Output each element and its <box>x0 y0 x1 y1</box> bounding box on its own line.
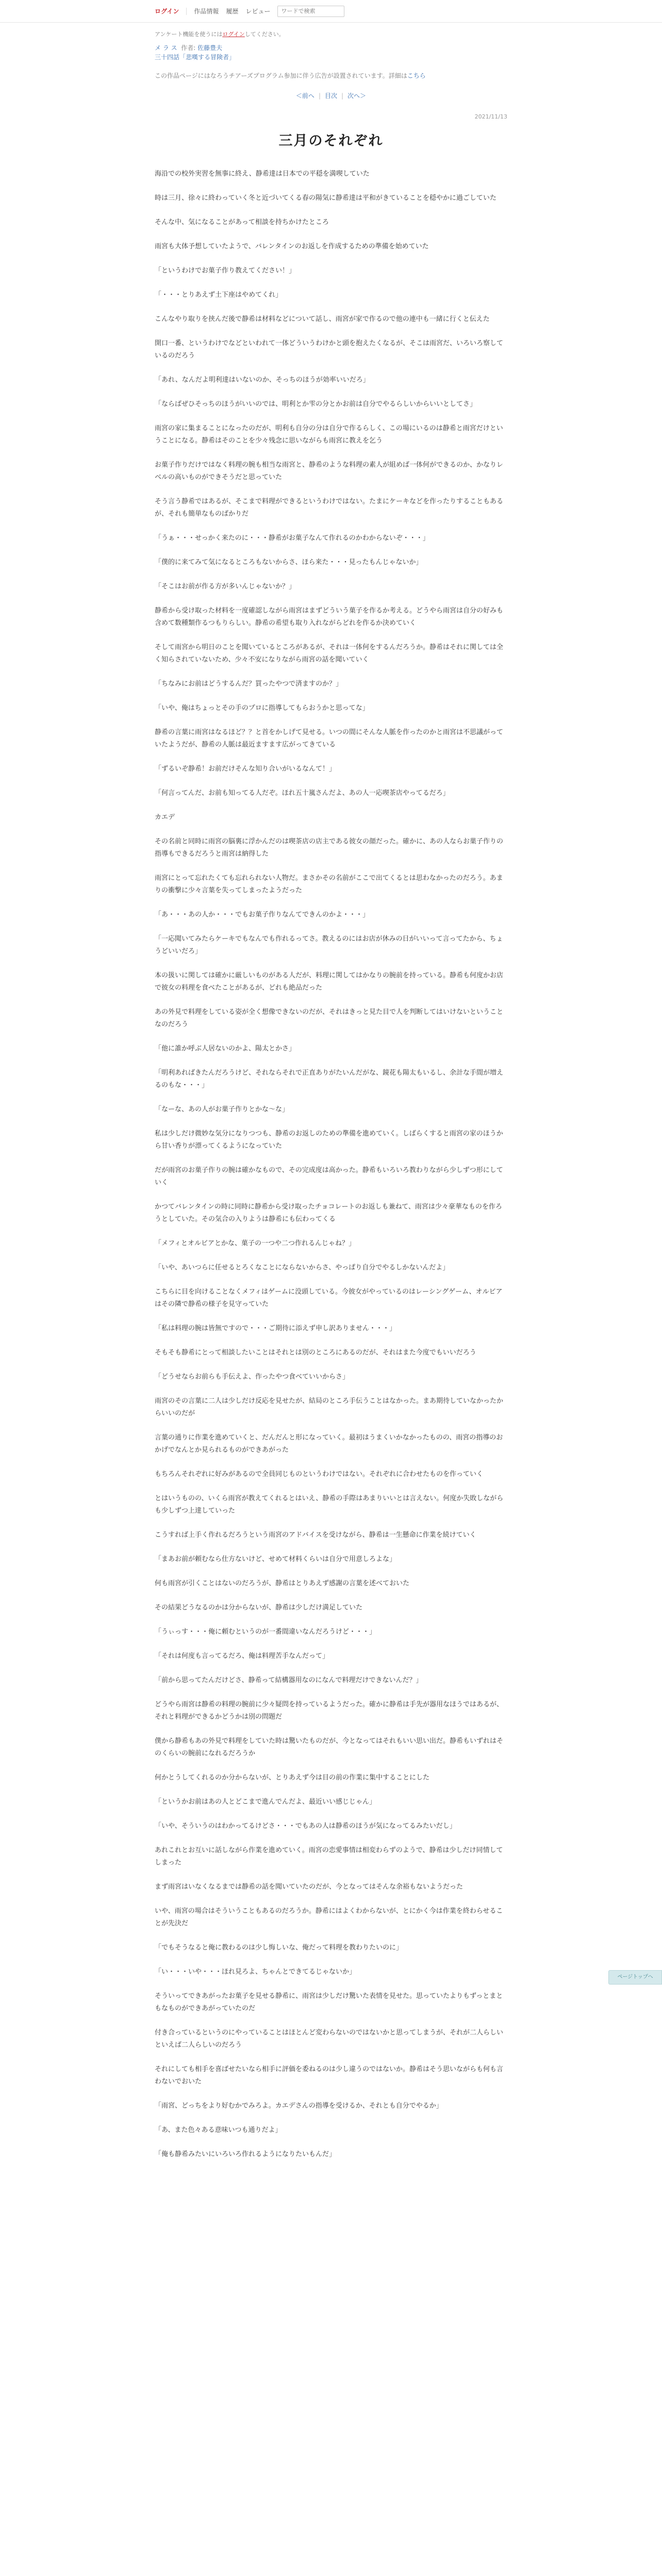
body-paragraph: 「メフィとオルビアとかな、菓子の一つや二つ作れるんじゃね？」 <box>155 1240 355 1247</box>
body-paragraph: お菓子作りだけではなく料理の腕も相当な雨宮と、静希のような料理の素人が組めば一体何ができるのか、かなりレベルの高いものができそうだと思っていた <box>155 461 504 481</box>
body-paragraph: もちろんそれぞれに好みがあるので全員同じものというわけではない。それぞれに合わせたものを作っていく <box>155 1470 484 1478</box>
chapter-title: 三月のそれぞれ <box>278 133 384 149</box>
nav-divider <box>186 8 187 15</box>
body-paragraph: 海沿での校外実習を無事に終え、静希達は日本での平穏を満喫していた <box>155 170 370 178</box>
works-link[interactable]: 作品情報 <box>194 8 219 15</box>
body-paragraph: いや、雨宮の場合はそういうこともあるのだろうか。静希にはよくわからないが、とにかく今は作業を終わらせることが先決だ <box>155 1907 503 1927</box>
body-paragraph: こちらに目を向けることなくメフィはゲームに没頭している。今彼女がやっているのはレーシングゲーム、オルビアはその隣で静希の様子を見守っていた <box>155 1288 503 1308</box>
body-paragraph: 「うぃっす・・・俺に頼むというのが一番間違いなんだろうけど・・・」 <box>155 1628 376 1636</box>
body-paragraph: 「いや、あいつらに任せるとろくなことにならないからさ、やっぱり自分でやるしかないんだよ」 <box>155 1264 450 1272</box>
ad-text: この作品ページにはなろうチアーズプログラム参加に伴う広告が設置されています。詳細は <box>155 72 407 79</box>
body-paragraph: まず雨宮はいなくなるまでは静希の話を聞いていたのだが、今となってはそんな余裕もないようだった <box>155 1883 464 1891</box>
body-paragraph: 「あ、また色々ある意味いつも通りだよ」 <box>155 2126 282 2134</box>
body-paragraph: 「い・・・いや・・・ほれ見ろよ、ちゃんとできてるじゃないか」 <box>155 1968 356 1976</box>
ad-notice <box>155 71 507 80</box>
body-paragraph: 「明利あればきたんだろうけど、それならそれで正直ありがたいんだがな、鏡花も陽太もいるし、余計な手間が増えるのもな・・・」 <box>155 1069 504 1089</box>
body-paragraph: 「雨宮、どっちをより好むかでみろよ。カエデさんの指導を受けるか、それとも自分でやるか」 <box>155 2102 443 2110</box>
body-paragraph: 「あ・・・あの人か・・・でもお菓子作りなんてできんのかよ・・・」 <box>155 911 370 919</box>
series-title-link[interactable]: メ ラ ス <box>155 44 177 52</box>
body-paragraph: 時は三月、徐々に終わっていく冬と近づいてくる春の陽気に静希達は平和がきていることを穏やかに過ごしていた <box>155 194 496 202</box>
body-paragraph: 「そこはお前が作る方が多いんじゃないか？」 <box>155 583 296 590</box>
body-paragraph: 言葉の通りに作業を進めていくと、だんだんと形になっていく。最初はうまくいかなかったものの、雨宮の指導のおかげでなんとか見られるものができあがった <box>155 1434 503 1454</box>
body-paragraph: 「どうせならお前らも手伝えよ、作ったやつ食べていいからさ」 <box>155 1373 350 1381</box>
body-paragraph: 開口一番、というわけでなどといわれて一体どういうわけかと頭を抱えたくなるが、そこは雨宮だ、いろいろ察しているのだろう <box>155 340 504 360</box>
work-info <box>155 43 507 62</box>
body-paragraph: 「前から思ってたんだけどさ、静希って結構器用なのになんで料理だけできないんだ？」 <box>155 1676 423 1684</box>
body-paragraph: だが雨宮のお菓子作りの腕は確かなもので、その完成度は高かった。静希もいろいろ教わりながら少しずつ形にしていく <box>155 1166 503 1187</box>
body-paragraph: 「・・・とりあえず土下座はやめてくれ」 <box>155 291 283 299</box>
body-paragraph: 「ちなみにお前はどうするんだ？買ったやつで済ますのか？」 <box>155 680 343 688</box>
body-paragraph: 「私は料理の腕は皆無ですので・・・ご期待に添えず申し訳ありません・・・」 <box>155 1325 396 1332</box>
prev-chapter-link[interactable]: ＜前へ <box>295 92 315 99</box>
body-paragraph: 「僕的に来てみて気になるところもないからさ、ほら来た・・・見ったもんじゃないか」 <box>155 558 423 566</box>
body-paragraph: 「他に誰か呼ぶ人居ないのかよ、陽太とかさ」 <box>155 1045 296 1053</box>
body-paragraph: 何も雨宮が引くことはないのだろうが、静希はとりあえず感謝の言葉を述べておいた <box>155 1580 410 1587</box>
body-paragraph: 「いや、俺はちょっとその手のプロに指導してもらおうかと思ってな」 <box>155 704 369 712</box>
body-paragraph: 雨宮も大体予想していたようで、バレンタインのお返しを作成するための準備を始めていた <box>155 243 429 250</box>
chapter-pager <box>155 91 507 100</box>
body-paragraph: 「何言ってんだ、お前も知ってる人だぞ。ほれ五十嵐さんだよ、あの人一応喫茶店やってるだろ」 <box>155 789 450 797</box>
body-paragraph: 雨宮のその言葉に二人は少しだけ反応を見せたが、結局のところ手伝うことはなかった。まあ期待していなかったからいいのだが <box>155 1397 504 1417</box>
reviews-link[interactable]: レビュー <box>245 8 271 15</box>
body-paragraph: その結果どうなるのかは分からないが、静希は少しだけ満足していた <box>155 1604 363 1612</box>
login-link[interactable]: ログイン <box>155 8 179 15</box>
top-navigation-bar <box>0 0 662 23</box>
body-paragraph: そんな中、気になることがあって相談を持ちかけたところ <box>155 218 329 226</box>
body-paragraph: 「一応聞いてみたらケーキでもなんでも作れるってさ。教えるのにはお店が休みの日がいいって言ってたから、ちょうどいいだろ」 <box>155 935 503 955</box>
body-paragraph: そう言う静希ではあるが、そこまで料理ができるというわけではない。たまにケーキなどを作ったりすることもあるが、それも簡単なものばかりだ <box>155 498 504 518</box>
main-content <box>155 30 507 2161</box>
history-link[interactable]: 履歴 <box>226 8 239 15</box>
body-paragraph: 「俺も静希みたいにいろいろ作れるようになりたいもんだ」 <box>155 2150 336 2158</box>
body-paragraph: 「でもそうなると俺に教わるのは少し悔しいな、俺だって料理を教わりたいのに」 <box>155 1944 403 1952</box>
login-notice <box>155 30 507 38</box>
body-paragraph: それにしても相手を喜ばせたいなら相手に評価を委ねるのは少し違うのではないか。静希はそう思いながらも何も言わないでおいた <box>155 2065 504 2086</box>
body-paragraph: 「というわけでお菓子作り教えてください！」 <box>155 267 296 275</box>
current-chapter-link[interactable]: 三十四話「悲嘆する冒険者」 <box>155 54 236 61</box>
body-paragraph: こうすれば上手く作れるだろうという雨宮のアドバイスを受けながら、静希は一生懸命に作業を続けていく <box>155 1531 476 1539</box>
ad-details-link[interactable]: こちら <box>407 72 426 79</box>
pager-divider: | <box>318 92 321 99</box>
notice-prefix: アンケート機能を使うには <box>155 31 223 38</box>
body-paragraph: 本の扱いに関しては確かに厳しいものがある人だが、料理に関してはかなりの腕前を持っている。静希も何度かお店で彼女の料理を食べたことがあるが、どれも絶品だった <box>155 972 504 992</box>
pager-divider: | <box>341 92 344 99</box>
body-paragraph: そういってできあがったお菓子を見せる静希に、雨宮は少しだけ驚いた表情を見せた。思っていたよりもずっとまともなものができあがっていたのだ <box>155 1992 503 2012</box>
body-paragraph: そして雨宮から明日のことを聞いているところがあるが、それは一体何をするんだろうか。静希はそれに関しては全く知らされていないため、少々不安になりながら雨宮の話を聞いていく <box>155 643 504 664</box>
body-paragraph: 静希の言葉に雨宮はなるほど？？と首をかしげて見せる。いつの間にそんな人脈を作ったのかと雨宮は不思議がっていたようだが、静希の人脈は最近ますます広がってきている <box>155 728 504 749</box>
body-paragraph: 僕から静希もあの外見で料理をしていた時は驚いたものだが、今となってはそれもいい思い出だ。静希もいずれはそのくらいの腕前になれるだろうか <box>155 1737 504 1757</box>
body-paragraph: 「あれ、なんだよ明利達はいないのか、そっちのほうが効率いいだろ」 <box>155 376 370 384</box>
body-paragraph: 付き合っているというのにやっていることはほとんど変わらないのではないかと思ってしまうが、それが二人らしいといえば二人らしいのだろう <box>155 2029 504 2049</box>
body-paragraph: 「ならばぜひそっちのほうがいいのでは、明利とか雫の分とかお前は自分でやるらしいからいいとしてさ」 <box>155 400 477 408</box>
body-paragraph: あれこれとお互いに話しながら作業を進めていく。雨宮の恋愛事情は相変わらずのようで、静希は少しだけ同情してしまった <box>155 1846 503 1867</box>
body-paragraph: 静希から受け取った材料を一度確認しながら雨宮はまずどういう菓子を作るか考える。どうやら雨宮は自分の好みも含めて数種類作るつもりらしい。静希の希望も取り入れながらどれを作るか決めていく <box>155 607 504 627</box>
body-paragraph: 「いや、そういうのはわかってるけどさ・・・でもあの人は静希のほうが気になってるみたいだし」 <box>155 1822 456 1830</box>
next-chapter-link[interactable]: 次へ＞ <box>347 92 367 99</box>
body-paragraph: そもそも静希にとって相談したいことはそれとは別のところにあるのだが、それはまた今度でもいいだろう <box>155 1349 476 1357</box>
body-paragraph: かつてバレンタインの時に同時に静希から受け取ったチョコレートのお返しも兼ねて、雨宮は少々豪華なものを作ろうとしていた。その気合の入りようは静希にも伝わってくる <box>155 1203 502 1223</box>
body-paragraph: 「というかお前はあの人とどこまで進んでんだよ、最近いい感じじゃん」 <box>155 1798 376 1806</box>
body-paragraph: どうやら雨宮は静希の料理の腕前に少々疑問を持っているようだった。確かに静希は手先が器用なほうではあるが、それと料理ができるかどうかは別の問題だ <box>155 1701 504 1721</box>
body-paragraph: 「それは何度も言ってるだろ、俺は料理苦手なんだって」 <box>155 1652 329 1660</box>
body-paragraph: 何かとうしてくれるのか分からないが、とりあえず今は目の前の作業に集中することにした <box>155 1774 430 1782</box>
notice-login-link[interactable]: ログイン <box>222 31 245 38</box>
body-paragraph: あの外見で料理をしている姿が全く想像できないのだが、それはきっと見た目で人を判断してはいけないということなのだろう <box>155 1008 504 1028</box>
page-top-button[interactable]: ページトップへ <box>608 1970 662 1985</box>
search-input[interactable] <box>277 6 344 17</box>
body-paragraph: とはいうものの、いくら雨宮が教えてくれるとはいえ、静希の手際はあまりいいとは言えない。何度か失敗しながらも少しずつ上達していった <box>155 1495 504 1515</box>
chapter-body <box>155 168 507 2161</box>
body-paragraph: カエデ <box>155 814 175 821</box>
body-paragraph: こんなやり取りを挟んだ後で静希は材料などについて話し、雨宮が家で作るので他の連中も一緒に行くと伝えた <box>155 315 490 323</box>
author-link[interactable]: 佐藤豊夫 <box>197 44 223 52</box>
body-paragraph: 「ずるいぞ静希！お前だけそんな知り合いがいるなんて！」 <box>155 765 336 773</box>
body-paragraph: 私は少しだけ微妙な気分になりつつも、静希のお返しのための準備を進めていく。しばらくすると雨宮の家のほうから甘い香りが漂ってくるようになっていた <box>155 1130 503 1150</box>
body-paragraph: 「うぁ・・・せっかく来たのに・・・静希がお菓子なんて作れるのかわからないぞ・・・」 <box>155 534 429 542</box>
publish-date: 2021/11/13 <box>474 113 507 120</box>
index-link[interactable]: 目次 <box>324 92 337 99</box>
body-paragraph: その名前と同時に雨宮の脳裏に浮かんだのは喫茶店の店主である彼女の顔だった。確かに、あの人ならお菓子作りの指導もできるだろうと雨宮は納得した <box>155 838 504 858</box>
body-paragraph: 「まあお前が頼むなら仕方ないけど、せめて材料くらいは自分で用意しろよな」 <box>155 1555 396 1563</box>
notice-suffix: してください。 <box>244 31 285 38</box>
author-label: 作者: <box>181 44 196 52</box>
body-paragraph: 「なーな、あの人がお菓子作りとかな～な」 <box>155 1106 289 1113</box>
body-paragraph: 雨宮の家に集まることになったのだが、明利も自分の分は自分で作るらしく、この場にいるのは静希と雨宮だけということになる。静希はそのことを少々残念に思いながらも雨宮に教えを乞う <box>155 425 503 445</box>
body-paragraph: 雨宮にとって忘れたくても忘れられない人物だ。まさかその名前がここで出てくるとは思わなかったのだろう。あまりの衝撃に少々言葉を失ってしまったようだった <box>155 874 503 894</box>
